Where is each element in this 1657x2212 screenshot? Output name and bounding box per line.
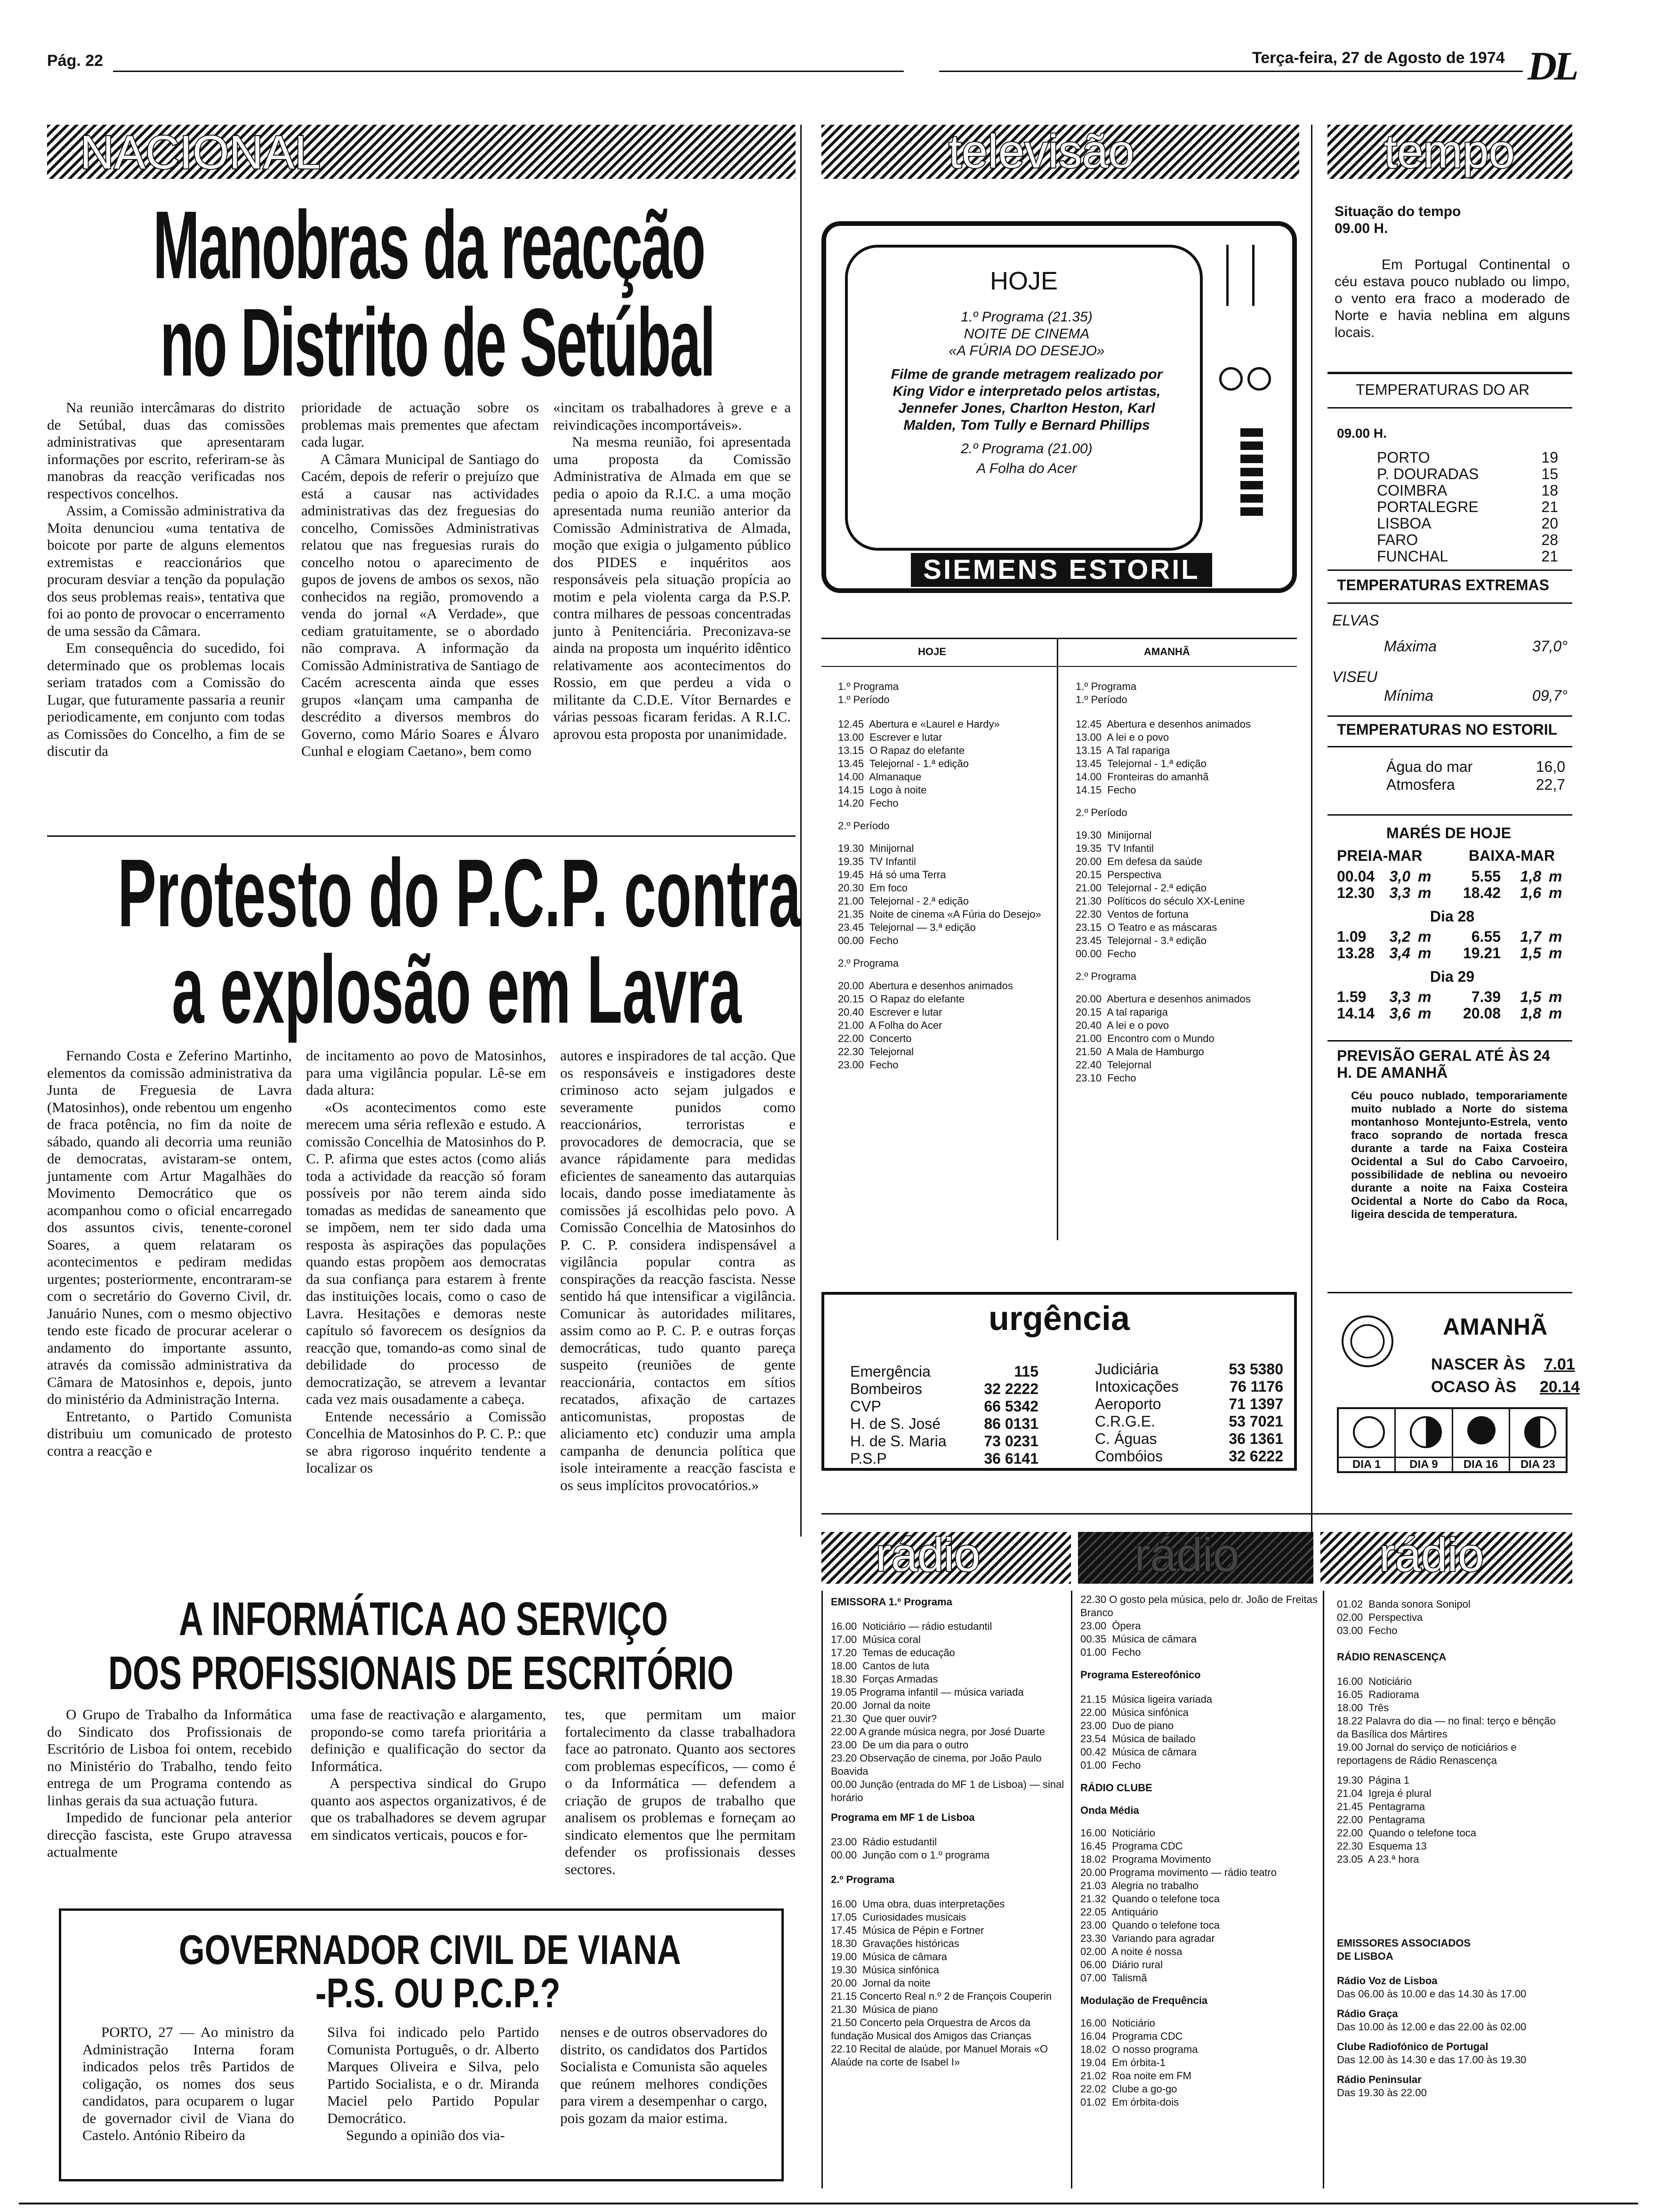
temp-ar-hora: 09.00 H.: [1337, 426, 1387, 441]
urgencia-box: [821, 1292, 1297, 1471]
urgencia-left: Emergência 115 Bombeiros 32 2222 CVP 66 5342 H. de S. José 86 0131 H. de S. Maria 73 0231 P.S.P 36 6141: [850, 1363, 1038, 1467]
radio-col1: EMISSORA 1.º Programa 16.00 Noticiário — rádio estudantil 17.00 Música coral 17.20 Temas de educação 18.00 Cantos de luta 18.30 Forças Armadas 19.05 Programa infantil — música variada 20.00 Jornal da noite 21.30 Que quer ouvir? 22.00 A grande música negra, por José Duarte 23.00 De um dia para o outro 23.20 Observação de cinema, por João Paulo Boavida 00.00 Junção (entrada do MF 1 de Lisboa) — sinal horário Programa em MF 1 de Lisboa 23.00 Rádio estudantil 00.00 Junção com o 1.º programa 2.º Programa 16.00 Uma obra, duas interpretações 17.05 Curiosidades musicais 17.45 Música de Pépin e Fortner 18.30 Gravações históricas 19.00 Música de câmara 19.30 Música sinfónica 20.00 Jornal da noite 21.15 Concerto Real n.º 2 de François Couperin 21.30 Música de piano 21.50 Concerto pela Orquestra de Arcos da fundação Musical dos Amigos das Crianças 22.10 Recital de alaúde, por Manuel Morais «O Alaúde na corte de Isabel I»: [831, 1596, 1064, 2068]
setubal-headline-line1: Manobras da reacção: [153, 191, 705, 299]
moon-phase-1: DIA 1: [1339, 1409, 1396, 1471]
urgencia-right: Judiciária 53 5380 Intoxicações 76 1176 Aeroporto 71 1397 C.R.G.E. 53 7021 C. Águas 36 1361 Combóios 32 6222: [1095, 1361, 1283, 1465]
lavra-col3: autores e inspiradores de tal acção. Que os responsáveis e instigadores deste criminoso acto sejam julgados e severamente punidos como reaccionários, terroristas e provocadores de democracia, que se avance rápidamente para medidas eficientes de saneamento das autarquias locais, dando posse imediatamente às comissões já escolhidas pelo povo. A Comissão Concelhia de Matosinhos do P. C. P. considera indispensável a vigilância popular contra as conspirações da reacção fascista. Nesse sentido há que intensificar a vigilância. Comunicar às autoridades militares, assim como ao P. C. P. e outras forças democráticas, tudo quanto pareça suspeito (reuniões de gente reaccionária, contactos em sítios recatados, afixação de cartazes anticomunistas, propostas de aliciamento etc) conduzir uma ampla campanha de denuncia política que isole inteiramente a reacção fascista e os seus implícitos provocatórios.»: [560, 1047, 796, 1493]
half-moon-icon: [1524, 1416, 1556, 1448]
lavra-col2: de incitamento ao povo de Matosinhos, para uma vigilância popular. Lê-se em dada altura: «Os acontecimentos como este merecem uma séria reflexão e estudo. A comissão Concelhia de Matosinhos do P. C. P. afirma que estes actos (como aliás toda a actividade da reacção só foram possíveis por não terem ainda sido tomadas as medidas de saneamento que se impõem, nem ter sido dada uma resposta às aspirações das populações quando estas propõem aos democratas da sua confiança para estarem à frente das instituições locais, como o caso de Lavra. Hesitações e demoras neste capítulo só favorecem os desígnios da reacção que, tomando-as como sinal de debilidade do processo de democratização, se atrevem a levantar cada vez mais ousadamente a cabeça. Entende necessário a Comissão Concelhia de Matosinhos do P. C. P.: que se abra rigoroso inquérito tendente a localizar os: [306, 1047, 546, 1476]
moon-phase-9: DIA 9: [1396, 1409, 1453, 1471]
radio-label-mid: rádio: [1134, 1529, 1239, 1581]
lavra-headline-line1: Protesto do P.C.P. contra: [118, 839, 801, 947]
radio-banner-left: [821, 1529, 1071, 1584]
informatica-col2: uma fase de reactivação e alargamento, propondo-se como tarefa prioritária a definição e qualificação do sector da Informática. A perspectiva sindical do Grupo quanto aos aspectos organizativos, é de que os trabalhadores se devem agrupar em sindicatos verticais, poucos e for-: [311, 1706, 546, 1843]
informatica-col3: tes, que permitam um maior fortalecimento da classe trabalhadora face ao patronato. Quanto aos sectores com problemas específicos, — como é o da Informática — defendem a criação de grupos de trabalho que analisem os problemas e forneçam ao sindicato elementos que lhe permitam defender os profissionais desses sectores.: [565, 1706, 796, 1877]
previsao-text: Céu pouco nublado, temporariamente muito nublado a Norte do sistema montanhoso Montejunto-Estrela, vento fraco soprando de nortada fresca durante a tarde na Faixa Costeira Ocidental a Sul do Cabo Carvoeiro, possibilidade de neblina ou nevoeiro durante a noite na Faixa Costeira Ocidental a Norte do Cabo da Roca, ligeira descida de temperatura.: [1351, 1090, 1568, 1221]
urgencia-title: urgência: [988, 1300, 1130, 1338]
moon-phase-23: DIA 23: [1510, 1409, 1566, 1471]
viana-col3: nenses e de outros observadores do distrito, os candidatos dos Partidos Socialista e Comunista são aqueles que reúnem melhores condições para virem a desempenhar o cargo, pois gozam da maior estima.: [560, 2024, 767, 2126]
nacional-label: NACIONAL: [80, 126, 321, 179]
page-number: Pág. 22: [47, 52, 104, 70]
tv-brand: SIEMENS ESTORIL: [911, 553, 1212, 587]
tempo-label: tempo: [1384, 125, 1515, 178]
tv-antenna-icon: [1226, 245, 1255, 306]
televisao-banner: [821, 125, 1299, 179]
cities-list: PORTO 19 P. DOURADAS 15 COIMBRA 18 PORTALEGRE 21 LISBOA 20 FARO 28 FUNCHAL 21: [1377, 449, 1558, 565]
minima-row: Mínima 09,7°: [1384, 687, 1568, 704]
setubal-col2: prioridade de actuação sobre os problemas mais prementes que afectam cada lugar. A Câmara Municipal de Santiago do Cacém, depois de referir o prejuízo que está a causar nas actividades administrativas das dez freguesias do concelho, Comissões Administrativas relatou que nas freguesias rurais do concelho notou o aparecimento de gupos de jovens de ambos os sexos, não conhecidos na região, promovendo a venda do jornal «A Verdade», que cediam gratuitamente, se o abordado não comprava. A informação da Comissão Administrativa de Santiago de Cacém acrescenta ainda que esses grupos «lançam uma campanha de descrédito a diversos membros do Governo, como Mário Soares e Álvaro Cunhal e elogiam Caetano», bem como: [301, 399, 539, 759]
previsao-title: PREVISÃO GERAL ATÉ ÀS 24 H. DE AMANHÃ: [1337, 1047, 1550, 1081]
lavra-headline-line2: a explosão em Lavra: [172, 936, 742, 1043]
nacional-banner: [47, 125, 796, 179]
setubal-col3: «incitam os trabalhadores à greve e a reivindicações incomportáveis». Na mesma reunião, foi apresentada uma proposta da Comissão Administrativa de Almada em que se pedia o apoio da R.I.C. a uma moção apresentada numa reunião anterior da Comissão Administrativa de Almada, moção que exigia o julgamento público dos PIDES e inquéritos aos responsáveis pela situação propícia ao motim e pela violenta carga da P.S.P. contra milhares de pessoas concentradas junto à Penitenciária. Preconizava-se ainda na proposta um inquérito idêntico relativamente aos acontecimentos do Rossio, em que perdeu a vida o militante da C.D.E. Vítor Bernardes e várias pessoas ficaram feridas. A R.I.C. aprovou esta proposta por unanimidade.: [553, 399, 791, 742]
tv-screen: [845, 245, 1203, 551]
tv-screen-text: 1.º Programa (21.35) NOITE DE CINEMA «A FÚRIA DO DESEJO» Filme de grande metragem realizado por King Vidor e interpretado pelos artistas, Jennefer Jones, Charlton Heston, Karl Malden, Tom Tully e Bernard Phillips 2.º Programa (21.00) A Folha do Acer: [891, 309, 1163, 476]
extremas-title: TEMPERATURAS EXTREMAS: [1337, 577, 1549, 593]
tempo-banner: [1327, 125, 1572, 179]
viana-box: [59, 1908, 784, 2181]
tv-amanha-schedule: 1.º Programa 1.º Período 12.45 Abertura e desenhos animados 13.00 A lei e o povo 13.15 A Tal rapariga 13.45 Telejornal - 1.ª edição 14.00 Fronteiras do amanhã 14.15 Fecho 2.º Período 19.30 Minijornal 19.35 TV Infantil 20.00 Em defesa da saúde 20.15 Perspectiva 21.00 Telejornal - 2.ª edição 21.30 Políticos do século XX-Lenine 22.30 Ventos de fortuna 23.15 O Teatro e as máscaras 23.45 Telejornal - 3.ª edição 00.00 Fecho 2.º Programa 20.00 Abertura e desenhos animados 20.15 A tal rapariga 20.40 A lei e o povo 21.00 Encontro com o Mundo 21.50 A Mala de Hamburgo 22.40 Telejornal 23.10 Fecho: [1076, 681, 1251, 1084]
radio-col2: 22.30 O gosto pela música, pelo dr. João de Freitas Branco 23.00 Ópera 00.35 Música de câmara 01.00 Fecho Programa Estereofónico 21.15 Música ligeira variada 22.00 Música sinfónica 23.00 Duo de piano 23.54 Música de bailado 00.42 Música de câmara 01.00 Fecho RÁDIO CLUBE Onda Média 16.00 Noticiário 16.45 Programa CDC 18.02 Programa Movimento 20.00 Programa movimento — rádio teatro 21.03 Alegria no trabalho 21.32 Quando o telefone toca 22.05 Antiquário 23.00 Quando o telefone toca 23.30 Variando para agradar 02.00 A noite é nossa 06.00 Diário rural 07.00 Talismã Modulação de Frequência 16.00 Noticiário 16.04 Programa CDC 18.02 O nosso programa 19.04 Em órbita-1 21.02 Roa noite em FM 22.02 Clube a go-go 01.02 Em órbita-dois: [1080, 1594, 1318, 2108]
radio-label-right: rádio: [1379, 1529, 1484, 1581]
informatica-headline-line2: DOS PROFISSIONAIS DE ESCRITÓRIO: [108, 1647, 734, 1699]
televisao-label: televisão: [949, 125, 1134, 178]
newspaper-logo: DL: [1528, 43, 1576, 88]
tv-set: [821, 221, 1297, 593]
tv-buttons-icon: [1240, 428, 1263, 518]
maxima-row: Máxima 37,0°: [1384, 638, 1568, 655]
preia-mar-label: PREIA-MAR: [1337, 847, 1423, 864]
estoril-title: TEMPERATURAS NO ESTORIL: [1337, 721, 1558, 738]
elvas-label: ELVAS: [1332, 612, 1379, 629]
informatica-headline-line1: A INFORMÁTICA AO SERVIÇO: [179, 1593, 668, 1645]
viana-headline-line2: -P.S. OU P.C.P.?: [315, 1970, 561, 2016]
tv-col-amanha: AMANHÃ: [1144, 646, 1190, 657]
viana-col2: Silva foi indicado pelo Partido Comunista Português, o dr. Alberto Marques Oliveira e Silva, pelo Partido Socialista, e o dr. Miranda Maciel pelo Partido Popular Democrático. Segundo a opinião dos via-: [327, 2024, 539, 2143]
tv-col-hoje: HOJE: [918, 646, 946, 657]
amanha-label: AMANHÃ: [1443, 1314, 1548, 1340]
radio-col3: 01.02 Banda sonora Sonipol 02.00 Perspectiva 03.00 Fecho RÁDIO RENASCENÇA 16.00 Noticiário 16.05 Radiorama 18.00 Três 18.22 Palavra do dia — no final: terço e bênção da Basílica dos Mártires 19.00 Jornal do serviço de noticiários e reportagens de Rádio Renascença 19.30 Página 1 21.04 Igreja é plural 21.45 Pentagrama 22.00 Pentagrama 22.00 Quando o telefone toca 22.30 Esquema 13 23.05 A 23.ª hora EMISSORES ASSOCIADOS DE LISBOA Rádio Voz de Lisboa Das 06.00 às 10.00 e das 14.30 às 17.00 Rádio Graça Das 10.00 às 12.00 e das 22.00 às 02.00 Clube Radiofónico de Portugal Das 12.00 às 14.30 e das 17.00 às 19.30 Rádio Peninsular Das 19.30 às 22.00: [1337, 1598, 1556, 2099]
tv-hoje-schedule: 1.º Programa 1.º Período 12.45 Abertura e «Laurel e Hardy» 13.00 Escrever e lutar 13.15 O Rapaz do elefante 13.45 Telejornal - 1.ª edição 14.00 Almanaque 14.15 Logo à noite 14.20 Fecho 2.º Período 19.30 Minijornal 19.35 TV Infantil 19.45 Há só uma Terra 20.30 Em foco 21.00 Telejornal - 2.ª edição 21.35 Noite de cinema «A Fúria do Desejo» 23.45 Telejornal — 3.ª edição 00.00 Fecho 2.º Programa 20.00 Abertura e desenhos animados 20.15 O Rapaz do elefante 20.40 Escrever e lutar 21.00 A Folha do Acer 22.00 Concerto 22.30 Telejornal 23.00 Fecho: [838, 681, 1041, 1071]
lavra-col1: Fernando Costa e Zeferino Martinho, elementos da comissão administrativa da Junta de Freguesia de Lavra (Matosinhos), onde rebentou um engenho de fraca potência, no fim da noite de sábado, quando ali decorria uma reunião de democratas, avistaram-se ontem, juntamente com Artur Magalhães do Movimento Democrático que os acompanhou como o oficial encarregado dos assuntos civis, tenente-coronel Soares, a quem relataram os acontecimentos e pediram medidas urgentes; posteriormente, encontraram-se com o secretário do Governo Civil, dr. Januário Nunes, com o mesmo objectivo tendo este ficado de procurar acelerar o andamento do importante assunto, através da comissão administrativa da Câmara de Matosinhos e, depois, junto do ministério da Administração Interna. Entretanto, o Partido Comunista distribuiu um comunicado de protesto contra a reacção e: [47, 1047, 292, 1459]
half-moon-icon: [1410, 1416, 1442, 1448]
baixa-mar-label: BAIXA-MAR: [1469, 847, 1555, 864]
viana-col1: PORTO, 27 — Ao ministro da Administração Interna foram indicados pelos três Partidos de coligação, os nomes dos seus candidatos, para ocuparem o lugar de governador civil de Viana do Castelo. António Ribeiro da: [82, 2024, 294, 2143]
situacao-title: Situação do tempo 09.00 H.: [1335, 204, 1461, 236]
moon-phases: [1337, 1407, 1568, 1473]
radio-banner-mid: [1078, 1529, 1313, 1584]
viana-headline-line1: GOVERNADOR CIVIL DE VIANA: [179, 1926, 681, 1973]
estoril-values: Água do mar 16,0 Atmosfera 22,7: [1386, 758, 1565, 793]
tv-hoje: HOJE: [989, 267, 1058, 295]
radio-banner-right: [1320, 1529, 1572, 1584]
mares-table: 00.04 3,0 m 5.55 1,8 m 12.30 3,3 m 18.42 1,6 m Dia 28 1.09 3,2 m 6.55 1,7 m 13.28 3,4 m 19.21 1,5 m Dia 29 1.59 3,3 m 7.39 1,5 m 14.14 3,6 m 20.08 1,8 m: [1337, 868, 1562, 1022]
sun-icon: [1342, 1315, 1393, 1367]
full-circle-icon: [1353, 1416, 1385, 1448]
tv-knob-icon: [1247, 367, 1271, 391]
nascer-row: NASCER ÀS 7.01: [1431, 1355, 1575, 1373]
situacao-text: Em Portugal Continental o céu estava pouco nublado ou limpo, o vento era fraco a moderado de Norte e havia neblina em alguns locais.: [1335, 257, 1570, 340]
new-moon-icon: [1467, 1416, 1496, 1444]
radio-label-left: rádio: [876, 1529, 981, 1581]
issue-date: Terça-feira, 27 de Agosto de 1974: [1252, 49, 1505, 67]
mares-title: MARÉS DE HOJE: [1386, 825, 1511, 842]
setubal-headline-line2: no Distrito de Setúbal: [160, 289, 715, 396]
setubal-col1: Na reunião intercâmaras do distrito de Setúbal, duas das comissões administrativas que apresentaram informações por escrito, referiram-se às manobras da reacção verificadas nos respectivos concelhos. Assim, a Comissão administrativa da Moita denunciou «uma tentativa de boicote por parte de alguns elementos extremistas e reaccionários que procuram desviar a tenção da população dos seus problemas reais», tentativa que foi ao ponto de provocar o encerramento de uma sessão da Câmara. Em consequência do sucedido, foi determinado que os problemas locais seriam tratados com a Comissão do Lugar, que futuramente passaria a reunir periodicamente, em conjunto com todas as Comissões do Concelho, a fim de se discutir da: [47, 399, 285, 759]
temp-ar-title: TEMPERATURAS DO AR: [1356, 381, 1530, 398]
viseu-label: VISEU: [1332, 668, 1378, 685]
tv-knob-icon: [1219, 367, 1243, 391]
moon-phase-16: DIA 16: [1453, 1409, 1510, 1471]
ocaso-row: OCASO ÀS 20.14: [1431, 1378, 1580, 1396]
informatica-col1: O Grupo de Trabalho da Informática do Sindicato dos Profissionais de Escritório de Lisboa foi ontem, recebido no Ministério do Trabalho, tendo feito entrega de um Programa contendo as linhas gerais da sua actuação futura. Impedido de funcionar pela anterior direcção fascista, este Grupo atravessa actualmente: [47, 1706, 292, 1860]
